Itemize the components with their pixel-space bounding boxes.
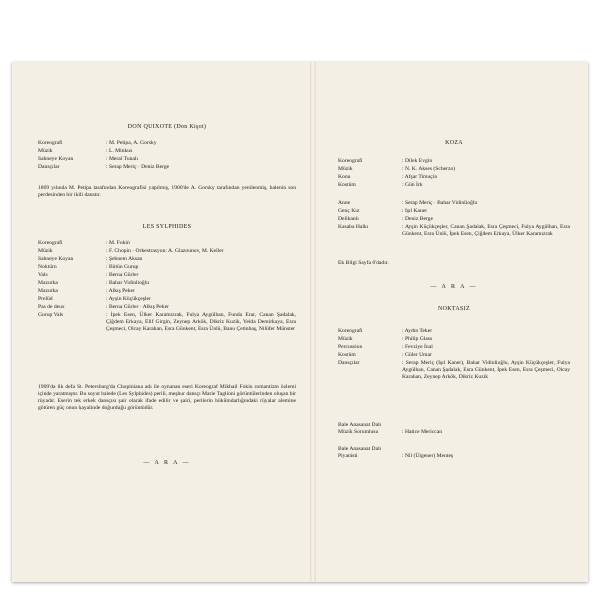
- intermission-label: — A R A —: [430, 284, 478, 290]
- credit-label: Gurup Vals: [38, 312, 64, 318]
- credit-row: [38, 164, 296, 171]
- credit-label: Müzik: [38, 248, 53, 254]
- credit-row: [338, 344, 570, 351]
- role-value: : Deniz Berge: [402, 216, 433, 222]
- role-label: Anne: [338, 200, 351, 206]
- staff-role: Piyanisti: [338, 453, 358, 459]
- don-quixote-note: 1869 yılında M. Petipa tarafından Koreografisi yapılmış, 1900'de A. Gorsky tarafından yenilenmiş, balenin son perdesinden bir ikili danstır.: [38, 185, 296, 198]
- role-row: [338, 208, 570, 215]
- don-quixote-title: DON QUIXOTE (Don Kişot): [127, 124, 207, 130]
- credit-label: Noktürn: [38, 264, 57, 270]
- credit-value: : Bahar Vidinlioğlu: [106, 280, 150, 286]
- credit-row: [38, 248, 296, 255]
- credit-value: : Ayşin Küçükçeşler: [106, 296, 151, 302]
- credit-value: : Meral Tunalı: [106, 156, 139, 162]
- credit-value: : Serap Meriç (Işıl Kaner), Bahar Vidinlioğlu, Ayşin Küçükçeşler, Fulya Aygülhan, Canan Şadalak, Esra Günkent, İpek Esen, Esra Çeşmeci, Olcay Karahan, Zeynep Arkök, Dikriz Kuzik: [402, 360, 570, 380]
- credit-value: : F. Chopin · Orkestrasyon: A. Glazounov, M. Keller: [106, 248, 224, 254]
- staff-row: [338, 422, 570, 436]
- credit-label: Müzik: [338, 336, 353, 342]
- credit-value: : Afşar Timuçin: [402, 174, 438, 180]
- staff-dept: Bale Anasanat Dalı: [338, 422, 382, 428]
- les-sylphides-note: 1909'da ilk defa St. Petersburg'da Chopiniana adı ile oynanan eseri Koreograf Mikhail Fokin romantizm özlemi içinde yaratmıştır. Bu soyut balede (Les Sylphides) perili, meşhur dansçı Marie Taglioni görüntülerinden oluşan bir rüyadır. Eserin tek erkek dansçısı şair olarak ifade edilir ve şairi, perilerin bükümdarlığındaki rüyalar alemine götüren güç onun hayalinde doğurduğu görüntüdür.: [38, 384, 297, 411]
- credit-label: Dansçılar: [338, 360, 360, 366]
- les-sylphides-title: LES SYLPHIDES: [142, 224, 192, 230]
- koza-title: KOZA: [445, 140, 463, 146]
- credit-label: Kostüm: [338, 352, 356, 358]
- credit-row: [38, 240, 296, 247]
- staff-label: [338, 422, 402, 436]
- credit-row: [38, 296, 296, 303]
- credit-value: : Bütün Gurup: [106, 264, 139, 270]
- role-row: [338, 224, 570, 238]
- credit-row: [38, 288, 296, 295]
- staff-value: : Nil (Ülgener) Menteş: [402, 453, 454, 459]
- credit-value: : Berna Gürler: [106, 272, 139, 278]
- credit-value: : M. Petipa, A. Gorsky: [106, 140, 157, 146]
- role-label: Kasaba Halkı: [338, 224, 369, 230]
- credit-row: [338, 174, 570, 181]
- credit-value: : Berna Gürler · Alkış Peker: [106, 304, 169, 310]
- credit-row: [38, 256, 296, 263]
- credit-row: [338, 182, 570, 189]
- role-label: Genç Kız: [338, 208, 360, 214]
- staff-row: [338, 446, 570, 460]
- credit-row: [38, 304, 296, 311]
- intermission-label: — A R A —: [143, 460, 191, 466]
- role-row: [338, 200, 570, 207]
- role-label: Delikanlı: [338, 216, 359, 222]
- credit-value: : Aydın Teker: [402, 328, 433, 334]
- credit-value: : Şebnem Aksan: [106, 256, 143, 262]
- credit-label: Pas de deux: [38, 304, 65, 310]
- credit-label: Percussion: [338, 344, 363, 350]
- credit-value: : İpek Esen, Ülker Karamızrak, Fulya Aygülhan, Funda Erar, Canan Şadalak, Çiğdem Erkaya, Elif Girgin, Zeynep Arkök, Dikriz Kuzik, Yelda Demirkaya, Esra Çeşmeci, Olcay Karahan, Esra Günkent, Esra Ünlü, Banu Çetinbaş, Nilüfer Münster: [106, 312, 296, 332]
- credit-row: [38, 148, 296, 155]
- credit-row: [338, 360, 570, 381]
- credit-label: Müzik: [338, 166, 353, 172]
- noktasiz-title: NOKTASIZ: [438, 306, 470, 312]
- credit-label: Koreografi: [38, 140, 63, 146]
- role-value: : Işıl Kaner: [402, 208, 428, 214]
- staff-dept: Bale Anasanat Dalı: [338, 446, 382, 452]
- credit-label: Prelüd: [38, 296, 53, 302]
- credit-row: [338, 158, 570, 165]
- credit-label: Konu: [338, 174, 351, 180]
- credit-value: : L. Minkus: [106, 148, 133, 154]
- credit-label: Müzik: [38, 148, 53, 154]
- credit-row: [338, 328, 570, 335]
- credit-row: [338, 336, 570, 343]
- staff-label: [338, 446, 402, 460]
- credit-value: : Fevziye İnal: [402, 344, 433, 350]
- credit-value: : Güler Umar: [402, 352, 432, 358]
- credit-value: : N. K. Akses (Scherzo): [402, 166, 456, 172]
- credit-value: : Dilek Evgin: [402, 158, 433, 164]
- role-value: : Ayşin Küçükçeşler, Canan Şadalak, Esra Çeşmeci, Fulya Aygülhan, Esra Günkent, Esra Ünlü, İpek Esen, Çiğdem Erkaya, Ülker Karamızrak: [402, 224, 570, 237]
- credit-value: : Gün İrk: [402, 182, 423, 188]
- role-row: [338, 216, 570, 223]
- credit-label: Kostüm: [338, 182, 356, 188]
- credit-row: [38, 264, 296, 271]
- credit-value: : Serap Meriç · Deniz Berge: [106, 164, 170, 170]
- credit-label: Mazurka: [38, 288, 58, 294]
- center-fold: [310, 62, 316, 582]
- credit-value: : Alkış Peker: [106, 288, 135, 294]
- koza-note: Ek Bilgi Sayfa 6'dadır.: [338, 260, 389, 266]
- staff-role: Müzik Sorumlusu: [338, 429, 379, 435]
- credit-row: [338, 166, 570, 173]
- credit-label: Sahneye Koyan: [38, 156, 74, 162]
- credit-value: : M. Fokin: [106, 240, 130, 246]
- credit-row: [38, 312, 296, 333]
- credit-row: [38, 280, 296, 287]
- credit-row: [38, 140, 296, 147]
- role-value: : Serap Meriç · Bahar Vidinlioğlu: [402, 200, 478, 206]
- credit-label: Koreografi: [338, 158, 363, 164]
- credit-label: Dansçılar: [38, 164, 60, 170]
- credit-row: [338, 352, 570, 359]
- credit-label: Mazurka: [38, 280, 58, 286]
- credit-label: Koreografi: [338, 328, 363, 334]
- credit-row: [38, 156, 296, 163]
- staff-value: : Hatice Mericcan: [402, 429, 443, 435]
- credit-label: Vals: [38, 272, 48, 278]
- credit-label: Sahneye Koyan: [38, 256, 74, 262]
- credit-value: : Philip Glass: [402, 336, 433, 342]
- program-sheet: [12, 62, 588, 582]
- credit-label: Koreografi: [38, 240, 63, 246]
- credit-row: [38, 272, 296, 279]
